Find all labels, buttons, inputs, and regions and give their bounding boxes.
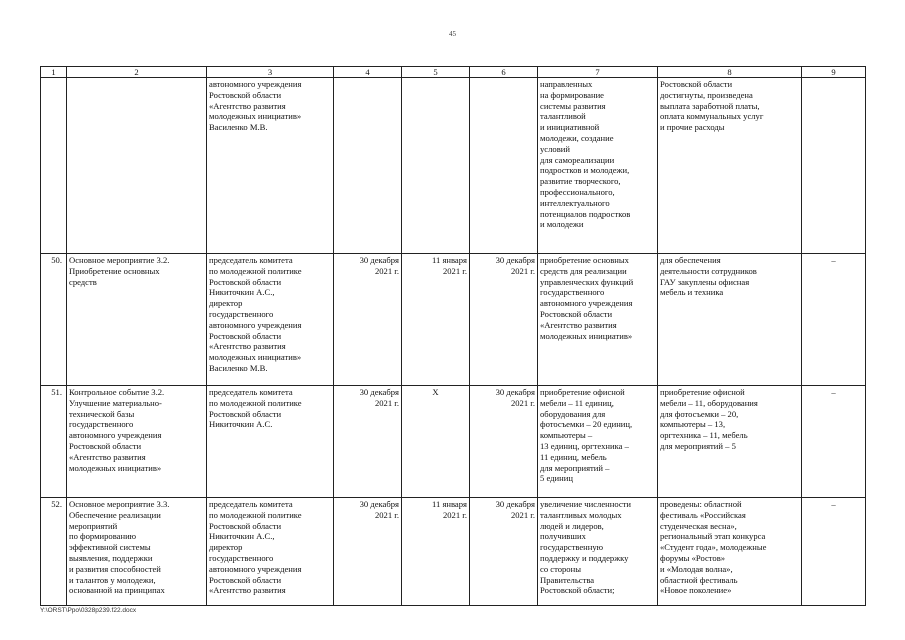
column-number-header-row (41, 67, 866, 78)
table-row (41, 498, 866, 606)
cell-num: 50. (41, 254, 67, 386)
cell-reasons: – (802, 498, 866, 606)
cell-date-end: 30 декабря 2021 г. (470, 498, 538, 606)
table-row (41, 386, 866, 498)
page-number: 45 (449, 30, 456, 38)
cell-expected-result: увеличение численности талантливых молодых людей и лидеров, получивших государственную поддержку и поддержку со стороны Правительства Ростовской области; (538, 498, 658, 606)
column-header: 3 (207, 67, 334, 78)
cell-date-start: 11 января 2021 г. (402, 498, 470, 606)
cell-actual-result: проведены: областной фестиваль «Российская студенческая весна», региональный этап конкурса «Студент года», молодежные форумы «Ростов» и «Молодая волна», областной фестиваль «Новое поколение» (658, 498, 802, 606)
cell-name: Контрольное событие 3.2. Улучшение материально- технической базы государственного автономного учреждения Ростовской области «Агентство развития молодежных инициатив» (67, 386, 207, 498)
cell-date-plan (334, 78, 402, 254)
cell-date-start (402, 78, 470, 254)
cell-reasons: – (802, 254, 866, 386)
cell-date-end (470, 78, 538, 254)
cell-date-end: 30 декабря 2021 г. (470, 386, 538, 498)
table-row-continuation (41, 78, 866, 254)
column-header: 4 (334, 67, 402, 78)
cell-num: 52. (41, 498, 67, 606)
cell-responsible: автономного учреждения Ростовской области «Агентство развития молодежных инициатив» Василенко М.В. (207, 78, 334, 254)
cell-date-plan: 30 декабря 2021 г. (334, 498, 402, 606)
column-header: 6 (470, 67, 538, 78)
cell-expected-result: приобретение офисной мебели – 11 единиц, оборудования для фотосъемки – 20 единиц, компьютеры – 13 единиц, оргтехника – 11 единиц, мебель для мероприятий – 5 единиц (538, 386, 658, 498)
cell-name: Основное мероприятие 3.3. Обеспечение реализации мероприятий по формированию эффективной системы выявления, поддержки и развития способностей и талантов у молодежи, основанной на принципах (67, 498, 207, 606)
cell-responsible: председатель комитета по молодежной политике Ростовской области Никиточкин А.С., директор государственного автономного учреждения Ростовской области «Агентство развития (207, 498, 334, 606)
cell-responsible: председатель комитета по молодежной политике Ростовской области Никиточкин А.С. (207, 386, 334, 498)
cell-reasons: – (802, 386, 866, 498)
column-header: 1 (41, 67, 67, 78)
column-header: 2 (67, 67, 207, 78)
cell-num: 51. (41, 386, 67, 498)
cell-expected-result: приобретение основных средств для реализации управленческих функций государственного автономного учреждения Ростовской области «Агентство развития молодежных инициатив» (538, 254, 658, 386)
cell-date-plan: 30 декабря 2021 г. (334, 254, 402, 386)
cell-name (67, 78, 207, 254)
cell-date-plan: 30 декабря 2021 г. (334, 386, 402, 498)
table-row (41, 254, 866, 386)
cell-name: Основное мероприятие 3.2. Приобретение основных средств (67, 254, 207, 386)
cell-expected-result: направленных на формирование системы развития талантливой и инициативной молодежи, создание условий для самореализации подростков и молодежи, развитие творческого, профессионального, интеллектуального потенциалов подростков и молодежи (538, 78, 658, 254)
column-header: 8 (658, 67, 802, 78)
column-header: 5 (402, 67, 470, 78)
cell-date-end: 30 декабря 2021 г. (470, 254, 538, 386)
cell-actual-result: Ростовской области достигнуты, произведена выплата заработной платы, оплата коммунальных услуг и прочие расходы (658, 78, 802, 254)
footer-file-path: Y:\ORST\Ppo\0328p239.f22.docx (40, 607, 137, 614)
report-table (40, 66, 866, 606)
cell-reasons (802, 78, 866, 254)
cell-actual-result: приобретение офисной мебели – 11, оборудования для фотосъемки – 20, компьютеры – 13, оргтехника – 11, мебель для мероприятий – 5 (658, 386, 802, 498)
cell-num (41, 78, 67, 254)
cell-responsible: председатель комитета по молодежной политике Ростовской области Никиточкин А.С., директор государственного автономного учреждения Ростовской области «Агентство развития молодежных инициатив» Василенко М.В. (207, 254, 334, 386)
column-header: 7 (538, 67, 658, 78)
cell-actual-result: для обеспечения деятельности сотрудников ГАУ закуплены офисная мебель и техника (658, 254, 802, 386)
cell-date-start: Х (402, 386, 470, 498)
column-header: 9 (802, 67, 866, 78)
cell-date-start: 11 января 2021 г. (402, 254, 470, 386)
